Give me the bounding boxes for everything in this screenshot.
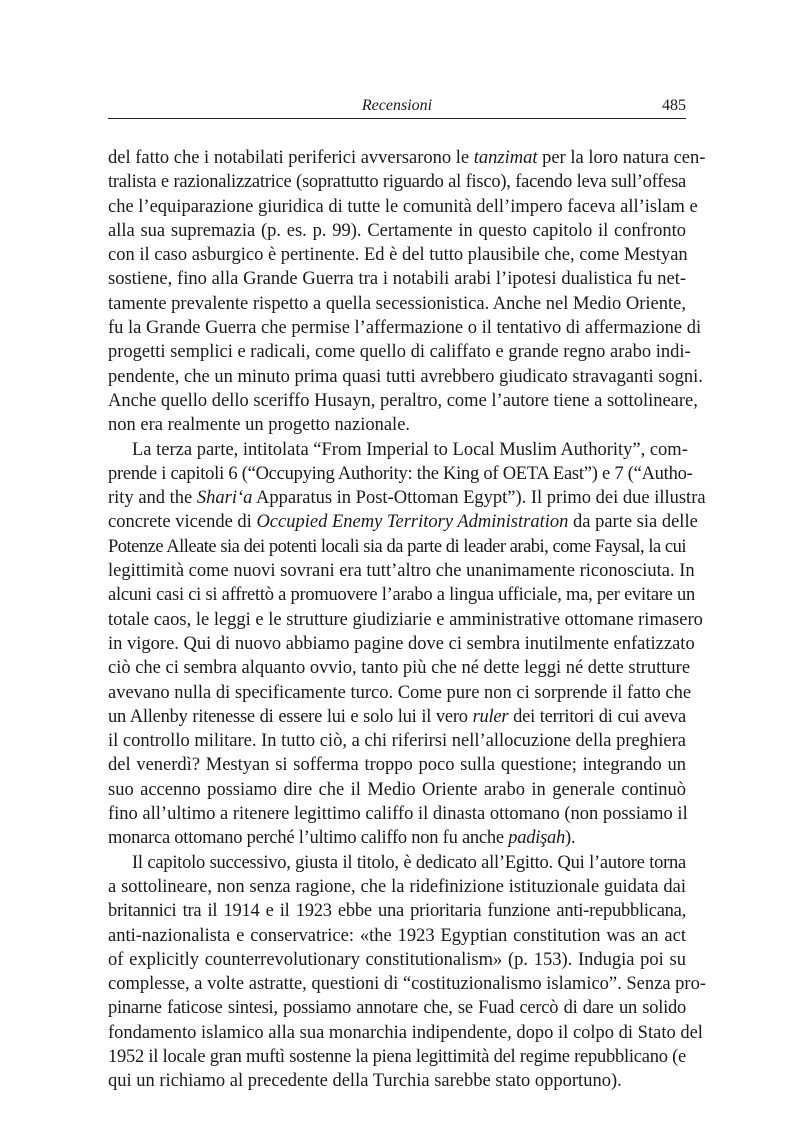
text-run: Anche quello dello sceriffo Husayn, peraltro, come l’autore tiene a sottolineare, (108, 390, 698, 411)
text-run: progetti semplici e radicali, come quello di califfato e grande regno arabo indi- (108, 342, 691, 363)
text-line (108, 632, 695, 656)
text-run: tamente prevalente rispetto a quella secessionistica. Anche nel Medio Oriente, (108, 293, 686, 314)
text-line (108, 583, 696, 607)
text-run: legittimità come nuovi sovrani era tutt’altro che unanimamente riconosciuta. In (108, 561, 695, 582)
text-run: dei territori di cui aveva (508, 706, 686, 727)
text-line (108, 826, 686, 850)
text-line (108, 340, 691, 364)
text-run: 1952 il locale gran muftì sostenne la piena legittimità del regime repubblicano (e (108, 1046, 686, 1067)
text-line (108, 705, 686, 729)
text-line (108, 851, 686, 875)
text-run: con il caso asburgico è pertinente. Ed è del tutto plausibile che, come Mestyan (108, 245, 688, 266)
text-line (108, 778, 686, 802)
text-run: non era realmente un progetto nazionale. (108, 415, 411, 436)
text-run: il controllo militare. In tutto ciò, a chi riferirsi nell’allocuzione della preghiera (108, 731, 686, 752)
text-line (108, 729, 686, 753)
text-run: pinarne faticose sintesi, possiamo annotare che, se Fuad cercò di dare un solido (108, 998, 686, 1019)
text-run: fu la Grande Guerra che permise l’affermazione o il tentativo di affermazione di (108, 318, 702, 339)
text-run: Il capitolo successivo, giusta il titolo, è dedicato all’Egitto. Qui l’autore torna (132, 852, 686, 873)
text-line (108, 462, 693, 486)
text-line (108, 316, 702, 340)
text-line (108, 510, 698, 534)
text-run: pendente, che un minuto prima quasi tutti avrebbero giudicato stravaganti sogni. (108, 366, 703, 387)
paragraph (108, 851, 707, 1094)
text-line (108, 802, 686, 826)
text-line (108, 292, 686, 316)
text-run: anti-nazionalista e conservatrice: «the 1923 Egyptian constitution was an act (108, 925, 686, 946)
text-line (108, 243, 686, 267)
text-run: of explicitly counterrevolutionary constitutionalism» (p. 153). Indugia poi su (108, 949, 686, 970)
text-line (108, 972, 707, 996)
text-line (108, 438, 686, 462)
text-run: alla sua supremazia (p. es. p. 99). Certamente in questo capitolo il confronto (108, 220, 686, 241)
text-line (108, 875, 686, 899)
text-run: prende i capitoli 6 (“Occupying Authority: the King of OETA East”) e 7 (“Autho- (108, 463, 693, 484)
text-line (108, 219, 686, 243)
text-run: Apparatus in Post-Ottoman Egypt”). Il primo dei due illustra (252, 488, 706, 509)
text-run: fino all’ultimo a ritenere legittimo califfo il dinasta ottomano (non possiamo il (108, 804, 688, 825)
text-run: fondamento islamico alla sua monarchia indipendente, dopo il colpo di Stato del (108, 1022, 703, 1043)
text-line (108, 267, 686, 291)
italic-text: padişah (508, 828, 566, 849)
text-line (108, 486, 706, 510)
text-line (108, 656, 691, 680)
text-run: per la loro natura cen- (537, 148, 706, 168)
text-line (108, 146, 706, 170)
paragraph (108, 438, 706, 851)
text-run: suo accenno possiamo dire che il Medio Oriente arabo in generale continuò (108, 779, 686, 800)
text-run: che l’equiparazione giuridica di tutte le comunità dell’impero faceva all’islam e (108, 196, 698, 217)
text-line (108, 899, 686, 923)
text-line (108, 195, 698, 219)
text-run: complesse, a volte astratte, questioni di “costituzionalismo islamico”. Senza pro- (108, 974, 707, 995)
text-run: un Allenby ritenesse di essere lui e solo lui il vero (108, 706, 473, 727)
text-line (108, 948, 686, 972)
text-run: da parte sia delle (568, 512, 698, 533)
text-run: ). (565, 828, 576, 849)
text-run: ciò che ci sembra alquanto ovvio, tanto più che né dette leggi né dette strutture (108, 658, 691, 679)
text-line (108, 924, 686, 948)
text-line (108, 559, 695, 583)
text-run: avevano nulla di specificamente turco. Come pure non ci sorprende il fatto che (108, 682, 692, 703)
text-run: del fatto che i notabilati periferici avversarono le (108, 148, 474, 168)
text-run: sostiene, fino alla Grande Guerra tra i notabili arabi l’ipotesi dualistica fu net- (108, 269, 686, 290)
text-run: britannici tra il 1914 e il 1923 ebbe una prioritaria funzione anti-repubblicana, (108, 901, 686, 922)
text-line (108, 996, 686, 1020)
paragraph (108, 146, 706, 438)
text-line (108, 413, 686, 437)
text-line (108, 753, 686, 777)
text-run: alcuni casi ci si affrettò a promuovere l’arabo a lingua ufficiale, ma, per evitare un (108, 585, 696, 606)
text-run: qui un richiamo al precedente della Turchia sarebbe stato opportuno). (108, 1071, 622, 1092)
text-line (108, 365, 703, 389)
italic-text: tanzimat (473, 148, 538, 168)
text-run: rity and the (108, 488, 197, 509)
text-line (108, 1021, 703, 1045)
text-run: La terza parte, intitolata “From Imperial to Local Muslim Authority”, com- (132, 439, 688, 460)
text-line (108, 681, 692, 705)
text-run: Potenze Alleate sia dei potenti locali sia da parte di leader arabi, come Faysal, la cui (108, 536, 686, 557)
text-line (108, 1045, 686, 1069)
text-line (108, 389, 698, 413)
text-run: a sottolineare, non senza ragione, che la ridefinizione istituzionale guidata dai (108, 876, 686, 897)
text-line (108, 170, 686, 194)
text-run: in vigore. Qui di nuovo abbiamo pagine dove ci sembra inutilmente enfatizzato (108, 633, 695, 654)
page-number: 485 (662, 97, 686, 114)
text-run: del venerdì? Mestyan si sofferma troppo poco sulla questione; integrando un (108, 755, 686, 776)
body-text (108, 146, 707, 1094)
italic-text: ruler (472, 706, 509, 727)
text-run: tralista e razionalizzatrice (soprattutto riguardo al fisco), facendo leva sull’offesa (108, 172, 686, 193)
text-line (108, 608, 703, 632)
italic-text: Shari‘a (196, 488, 253, 509)
text-run: concrete vicende di (108, 512, 257, 533)
italic-text: Occupied Enemy Territory Administration (256, 512, 569, 533)
text-line (108, 1069, 686, 1093)
text-run: totale caos, le leggi e le strutture giudiziarie e amministrative ottomane rimasero (108, 609, 703, 630)
running-header (108, 96, 686, 119)
section-title: Recensioni (361, 97, 433, 114)
text-run: monarca ottomano perché l’ultimo califfo non fu anche (108, 828, 509, 849)
text-line (108, 535, 686, 559)
